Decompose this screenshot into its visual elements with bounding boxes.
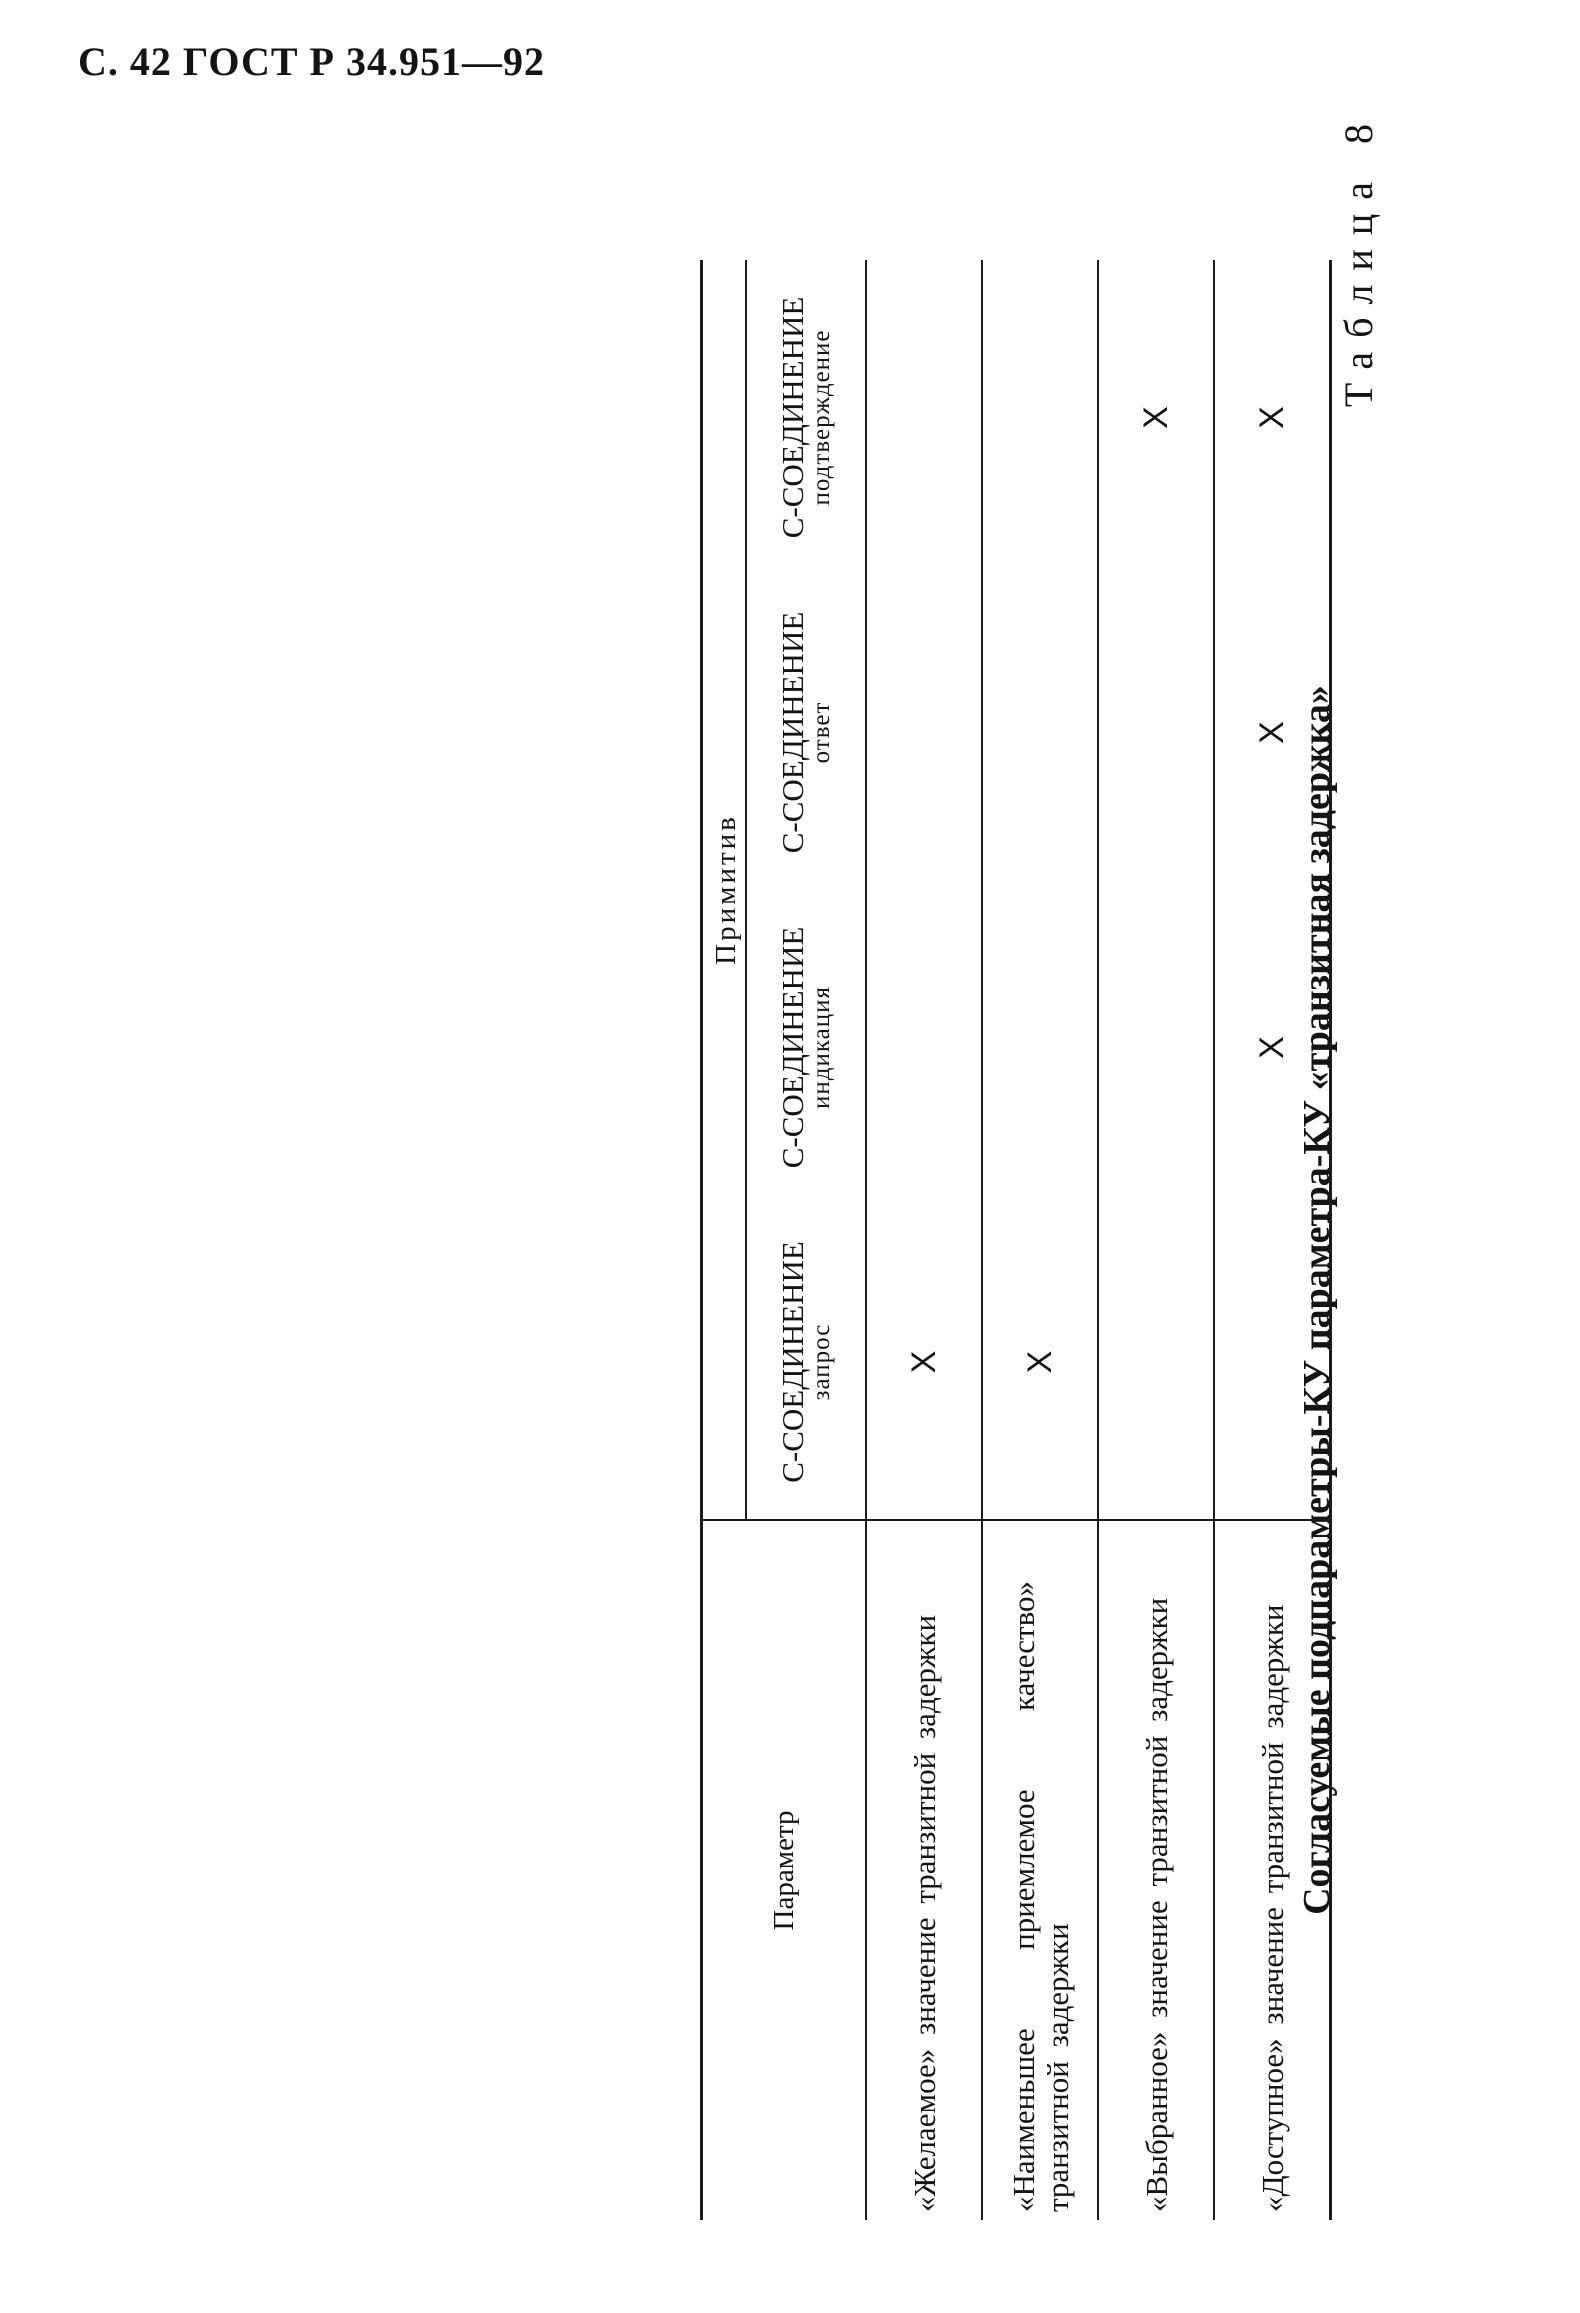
param-cell: «Выбранное» значение транзитной задержки	[1098, 1520, 1214, 2220]
column-main-label: С-СОЕДИНЕНИЕ	[774, 926, 810, 1169]
table-row	[866, 260, 982, 2220]
column-main-label: С-СОЕДИНЕНИЕ	[774, 296, 810, 539]
mark-cell	[1098, 1205, 1214, 1520]
mark-cell: X	[1214, 890, 1331, 1205]
column-sub-label: индикация	[808, 986, 836, 1109]
table-row	[982, 260, 1098, 2220]
rotated-table-block	[80, 90, 1480, 2240]
column-header-confirm	[746, 260, 866, 575]
column-sub-label: ответ	[808, 701, 836, 764]
subparameters-table	[700, 260, 1332, 2220]
column-header-request	[746, 1205, 866, 1520]
param-column-header: Параметр	[702, 1520, 867, 2220]
table-title: Согласуемые подпараметры-КУ параметра-КУ «транзитная задержка»	[1296, 685, 1338, 1915]
column-sub-label: запрос	[808, 1323, 836, 1401]
mark-cell: X	[866, 1205, 982, 1520]
param-cell: «Наименьшее приемлемое качество» транзитной задержки	[982, 1520, 1098, 2220]
column-header-response	[746, 575, 866, 890]
mark-cell	[1098, 890, 1214, 1205]
column-header-indication	[746, 890, 866, 1205]
primitive-header: Примитив	[702, 260, 747, 1520]
column-sub-label: подтверждение	[808, 329, 836, 506]
page-header: С. 42 ГОСТ Р 34.951—92	[78, 39, 545, 84]
mark-cell: X	[1098, 260, 1214, 575]
mark-cell	[1098, 575, 1214, 890]
mark-cell	[866, 260, 982, 575]
mark-cell	[866, 890, 982, 1205]
param-cell: «Желаемое» значение транзитной задержки	[866, 1520, 982, 2220]
mark-cell: X	[982, 1205, 1098, 1520]
mark-cell	[982, 890, 1098, 1205]
column-main-label: С-СОЕДИНЕНИЕ	[774, 1241, 810, 1483]
param-cell: «Доступное» значение транзитной задержки	[1214, 1520, 1331, 2220]
mark-cell: X	[1214, 260, 1331, 575]
table-label: Таблица 8	[1336, 110, 1381, 408]
column-main-label: С-СОЕДИНЕНИЕ	[774, 611, 810, 854]
mark-cell	[1214, 1205, 1331, 1520]
table-row	[1214, 260, 1331, 2220]
mark-cell: X	[1214, 575, 1331, 890]
mark-cell	[866, 575, 982, 890]
mark-cell	[982, 575, 1098, 890]
table-row	[1098, 260, 1214, 2220]
mark-cell	[982, 260, 1098, 575]
